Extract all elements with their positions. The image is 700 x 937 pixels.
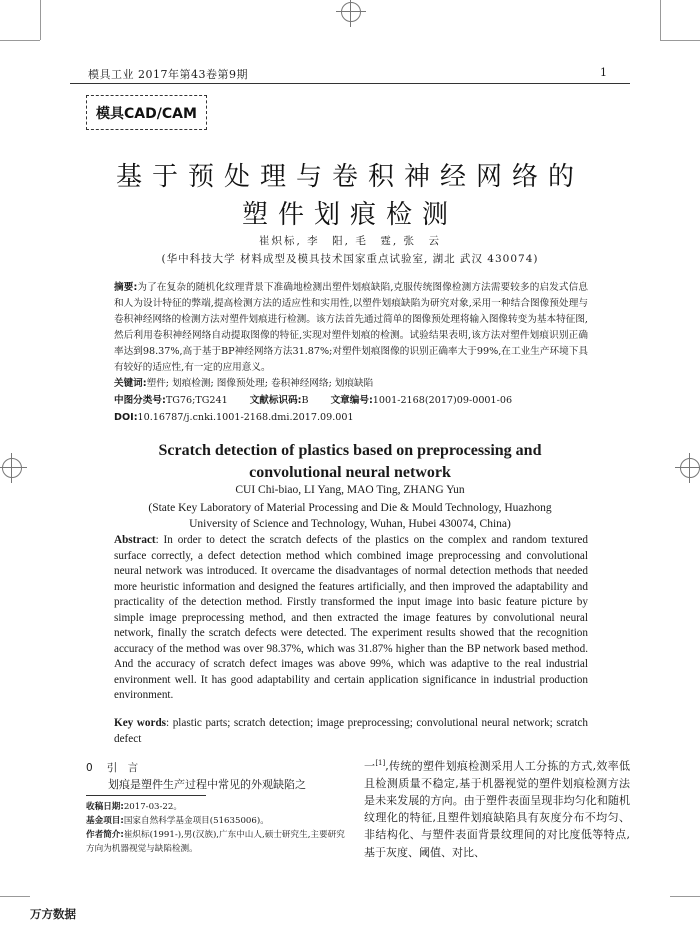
en-abstract xyxy=(114,533,588,704)
doi-label: DOI: xyxy=(114,412,138,423)
cn-abstract-text: 为了在复杂的随机化纹理背景下准确地检测出塑件划痕缺陷,克服传统图像检测方法需要较多的启发式信息和人为设计特征的弊端,提高检测方法的适应性和实用性,以塑件划痕缺陷为研究对象,采用一种结合图像预处理与卷积神经网络的检测方法对塑件划痕进行检测。该方法首先通过简单的图像预处理将输入图像转变为基本特征图,然后利用卷积神经网络自动提取图像的特征,实现对塑件划痕的检测。试验结果表明,该方法对塑件划痕识别正确率达到98.37%,高于基于BP神经网络方法31.87%;对塑件划痕图像的识别正确率大于99%,在工业生产环境下具有较好的适应性,有一定的应用意义。 xyxy=(114,282,588,373)
crop-line xyxy=(660,40,700,41)
classification-line xyxy=(114,393,588,409)
cn-keywords-text: 塑件; 划痕检测; 图像预处理; 卷积神经网络; 划痕缺陷 xyxy=(146,378,374,389)
cn-keywords-label: 关键词: xyxy=(114,378,147,389)
en-affiliation-line1: (State Key Laboratory of Material Processing and Die & Mould Technology, Huazhong xyxy=(148,502,552,514)
en-affiliation-line2: University of Science and Technology, Wuhan, Hubei 430074, China) xyxy=(189,518,511,530)
cn-authors: 崔炽标, 李 阳, 毛 霆, 张 云 xyxy=(258,235,442,247)
clc-label: 中图分类号: xyxy=(114,395,166,406)
footnotes xyxy=(86,800,348,856)
doi-value: 10.16787/j.cnki.1001-2168.dmi.2017.09.001 xyxy=(137,412,354,423)
registration-mark-right xyxy=(680,458,700,478)
wanfang-watermark: 万方数据 xyxy=(30,907,76,921)
cn-title xyxy=(90,158,610,234)
section-title: 引 言 xyxy=(106,762,139,774)
received-label: 收稿日期: xyxy=(86,802,124,812)
doc-code-value: B xyxy=(301,395,309,406)
article-no-value: 1001-2168(2017)09-0001-06 xyxy=(372,395,513,406)
footnote-received xyxy=(86,800,348,814)
cn-title-line1: 基于预处理与卷积神经网络的 xyxy=(115,162,584,192)
intro-right-b: ,传统的塑件划痕检测采用人工分拣的方式,效率低且检测质量不稳定,基于机器视觉的塑件划痕检测方法是未来发展的方向。由于塑件表面呈现非均匀化和随机纹理化的特征,且塑件划痕缺陷具有灰度分布不均匀、非结构化、与塑件表面背景纹理间的对比度低等特点,基于灰度、阈值、对比、 xyxy=(364,759,630,859)
doc-code-label: 文献标识码: xyxy=(249,395,302,406)
en-authors: CUI Chi-biao, LI Yang, MAO Ting, ZHANG Yun xyxy=(235,484,465,496)
citation-ref: [1] xyxy=(375,759,386,767)
fund-label: 基金项目: xyxy=(86,816,124,826)
crop-line xyxy=(0,896,30,897)
en-abstract-label: Abstract xyxy=(114,534,156,546)
header-rule xyxy=(70,83,630,84)
article-no-label: 文章编号: xyxy=(330,395,373,406)
cn-affiliation: (华中科技大学 材料成型及模具技术国家重点试验室, 湖北 武汉 430074) xyxy=(161,253,539,265)
en-keywords xyxy=(114,716,588,747)
cn-title-line2: 塑件划痕检测 xyxy=(241,200,458,230)
column-tag: 模具CAD/CAM xyxy=(86,95,207,130)
en-title-line2: convolutional neural network xyxy=(249,464,451,481)
intro-right-text xyxy=(364,755,630,861)
author-bio-label: 作者简介: xyxy=(86,830,124,840)
en-affiliation xyxy=(110,500,590,532)
journal-header: 模具工业 2017年第43卷第9期 xyxy=(88,68,248,81)
cn-keywords xyxy=(114,376,588,392)
footnote-rule xyxy=(86,795,206,796)
doi-line xyxy=(114,410,354,426)
crop-line xyxy=(40,0,41,40)
intro-left-text: 划痕是塑件生产过程中常见的外观缺陷之 xyxy=(108,778,306,791)
en-keywords-label: Key words xyxy=(114,717,167,729)
fund-text: 国家自然科学基金项目(51635006)。 xyxy=(123,816,269,826)
author-bio-text: 崔炽标(1991-),男(汉族),广东中山人,硕士研究生,主要研究方向为机器视觉与缺陷检测。 xyxy=(86,830,345,854)
crop-line xyxy=(670,896,700,897)
en-abstract-text: : In order to detect the scratch defects of the plastics on the complex and random textured surface correctly, a defect detection method which combined image preprocessing and convolutional neural network was introduced. It overcame the disadvantages of normal detection methods that needed more heuristic information and designed the features artificially, and then improved the adaptability and practicality of the detection method. Firstly transformed the input image into basic feature picture by simple image preprocessing method, and then extracted the image features by convolutional neural network, finally the scratch defects were detected. The experiment results showed that the recognition accuracy of the method was over 98.37%, which was 31.87% higher than the BP network based method. And the accuracy of scratch defect images was above 99%, which was adaptive to the real industrial environment well. It has good adaptability and certain application significance in industrial production environment. xyxy=(114,534,588,701)
en-keywords-text: : plastic parts; scratch detection; image preprocessing; convolutional neural network; scratch defect xyxy=(114,717,588,745)
section-heading xyxy=(86,760,152,775)
section-number: 0 xyxy=(86,762,93,774)
cn-abstract-label: 摘要: xyxy=(114,282,138,293)
en-title-line1: Scratch detection of plastics based on preprocessing and xyxy=(158,442,542,459)
registration-mark-top xyxy=(341,2,361,22)
registration-mark-left xyxy=(2,458,22,478)
cn-abstract xyxy=(114,280,588,376)
en-title xyxy=(90,440,610,484)
crop-line xyxy=(0,40,40,41)
intro-right-a: 一 xyxy=(364,759,376,773)
clc-value: TG76;TG241 xyxy=(165,395,228,406)
received-date: 2017-03-22。 xyxy=(123,802,182,812)
crop-line xyxy=(660,0,661,40)
footnote-author xyxy=(86,828,348,856)
footnote-fund xyxy=(86,814,348,828)
page-number: 1 xyxy=(600,66,607,79)
